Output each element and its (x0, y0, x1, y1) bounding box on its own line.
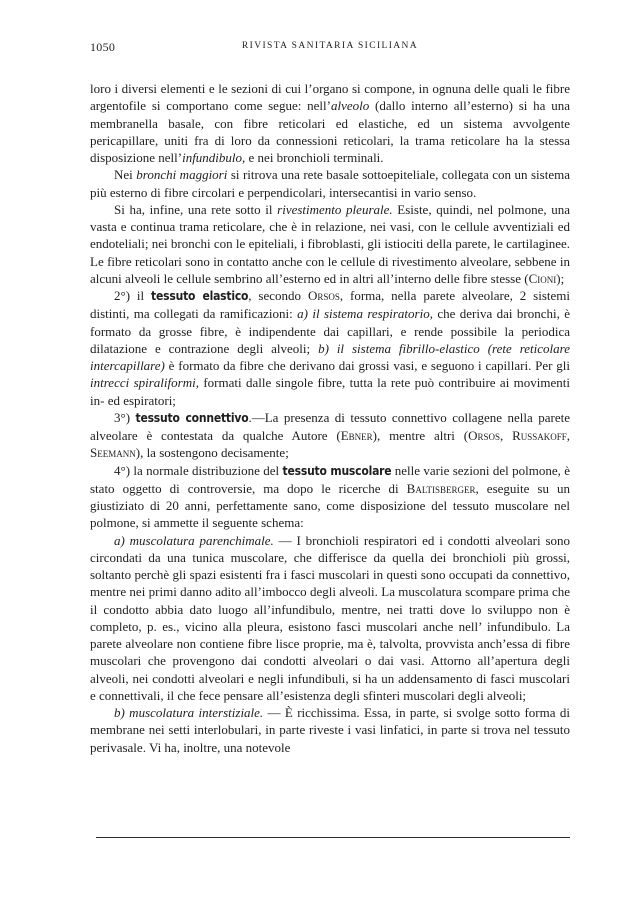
running-header (90, 40, 570, 60)
bottom-rule (96, 837, 570, 838)
paragraph-connective-tissue: 3°) tessuto connettivo.—La presenza di tessuto connettivo collagene nella parete alveolare è contestata da qualche Autore (Ebner), mentre altri (Orsos, Russakoff, Seemann), la sostengono decisamente; (90, 409, 571, 461)
paragraph-bronchi: Nei bronchi maggiori si ritrova una rete basale sottoepiteliale, collegata con un sistema più esterno di fibre circolari e perpendicolari, intersecantisi in vario senso. (90, 167, 570, 200)
paragraph-elastic-tissue: 2°) il tessuto elastico, secondo Orsos, forma, nella parete alveolare, 2 sistemi distinti, ma collegati da ramificazioni: a) il sistema respiratorio, che deriva dai bronchi, è formato da grosse fibre, è indipendente dai capillari, e rende possibile la periodica dilatazione e contrazione degli alveoli; b) il sistema fibrillo-elastico (rete reticolare intercapillare) è formato da fibre che derivano dai grossi vasi, e seguono i capillari. Per gli intrecci spiraliformi, formati dalle singole fibre, tutta la rete può contribuire ai movimenti in- ed espiratori; (90, 288, 571, 408)
body-text (90, 80, 570, 756)
journal-title: RIVISTA SANITARIA SICILIANA (241, 41, 419, 51)
page-number: 1050 (90, 40, 116, 54)
paragraph-parenchymal-musculature: a) muscolatura parenchimale. — I bronchioli respiratori ed i condotti alveolari sono circondati da una tunica muscolare, che differisce da quella dei bronchioli più grossi, soltanto perchè gli spazi esistenti fra i fasci muscolari in questi sono occupati da connettivo, mentre nei primi danno adito all’imbocco degli alveoli. La muscolatura scompare prima che il condotto abbia dato luogo all’infundibulo, mentre, nei tratti dove lo sviluppo non è completo, p. es., vicino alla pleura, esistono fasci muscolari anche nell’ infundibulo. La parete alveolare non contiene fibre lisce proprie, ma è, talvolta, provvista anch’essa di fibre muscolari che provengono dai condotti alveolari o dai vasi. Attorno all’apertura degli alveoli, nei condotti alveolari e negli infundibuli, si ha un addensamento di fasci muscolari e connettivali, il che fece pensare all’esistenza degli sfinteri muscolari degli alveoli; (90, 532, 571, 703)
paragraph-reticular-alveolus: loro i diversi elementi e le sezioni di cui l’organo si compone, in ognuna delle quali le fibre argentofile si comportano come segue: nell’alveolo (dallo interno all’esterno) si ha una membranella basale, con fibre reticolari ed elastiche, ed un sistema avvolgente pericapillare, uniti fra di loro da connessioni reticolari, la trama reticolare ha la stessa disposizione nell’infundibulo, e nei bronchioli terminali. (90, 81, 570, 165)
paragraph-interstitial-musculature: b) muscolatura interstiziale. — È ricchissima. Essa, in parte, si svolge sotto forma di membrane nei setti interlobulari, in parte riveste i vasi linfatici, in parte si trova nel tessuto perivasale. Vi ha, inoltre, una notevole (90, 705, 570, 755)
paragraph-pleural-network: Si ha, infine, una rete sotto il rivestimento pleurale. Esiste, quindi, nel polmone, una vasta e continua trama reticolare, che è in relazione, nei vasi, con le cellule avventiziali ed endoteliali; nei bronchi con le epiteliali, i fibroblasti, gli istiociti della parete, le cartilaginee. Le fibre reticolari sono in contatto anche con le cellule di rivestimento alveolare, sebbene in alcuni alveoli le cellule sembrino all’esterno ed in altri all’interno delle fibre stesse (Cioni); (90, 201, 570, 286)
paragraph-muscle-tissue: 4°) la normale distribuzione del tessuto muscolare nelle varie sezioni del polmone, è stato oggetto di controversie, ma dopo le ricerche di Baltisberger, eseguite su un giustiziato di 20 anni, perfettamente sano, come disposizione del tessuto muscolare nel polmone, si ammette il seguente schema: (90, 462, 571, 531)
